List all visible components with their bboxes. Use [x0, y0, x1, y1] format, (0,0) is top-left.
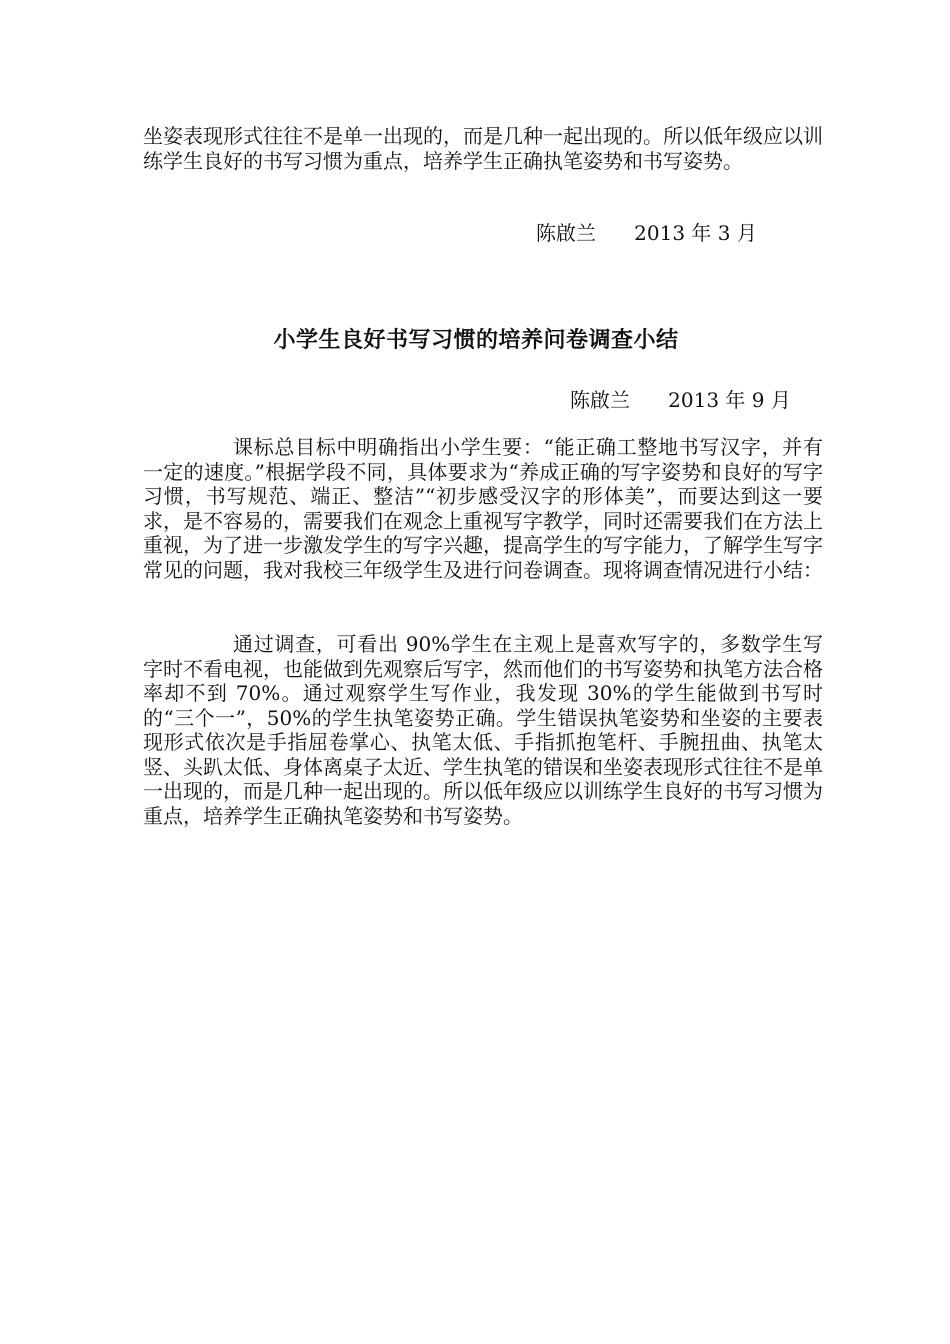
prev-section-paragraph: 坐姿表现形式往往不是单一出现的，而是几种一起出现的。所以低年级应以训练学生良好的书写习惯为重点，培养学生正确执笔姿势和书写姿势。 — [143, 124, 823, 173]
report-signature-date: 2013 年 9 月 — [668, 388, 791, 412]
report-paragraph-2: 通过调查，可看出 90%学生在主观上是喜欢写字的，多数学生写字时不看电视，也能做到先观察后写字，然而他们的书写姿势和执笔方法合格率却不到 70%。通过观察学生写作业，我发现 30%的学生能做到书写时的“三个一”，50%的学生执笔姿势正确。学生错误执笔姿势和坐姿的主要表现形式依次是手指屈卷掌心、执笔太低、手指抓抱笔杆、手腕扭曲、执笔太竖、头趴太低、身体离桌子太近、学生执笔的错误和坐姿表现形式往往不是单一出现的，而是几种一起出现的。所以低年级应以训练学生良好的书写习惯为重点，培养学生正确执笔姿势和书写姿势。 — [143, 632, 823, 828]
report-signature-name: 陈啟兰 — [570, 388, 630, 412]
prev-section-signature — [536, 221, 757, 245]
prev-signature-date: 2013 年 3 月 — [634, 221, 757, 245]
prev-signature-name: 陈啟兰 — [536, 221, 596, 245]
report-signature — [570, 388, 791, 412]
report-title: 小学生良好书写习惯的培养问卷调查小结 — [273, 328, 679, 353]
report-paragraph-1: 课标总目标中明确指出小学生要：“能正确工整地书写汉字，并有一定的速度。”根据学段不同，具体要求为“养成正确的写字姿势和良好的写字习惯，书写规范、端正、整洁”“初步感受汉字的形体美”，而要达到这一要求，是不容易的，需要我们在观念上重视写字教学，同时还需要我们在方法上重视，为了进一步激发学生的写字兴趣，提高学生的写字能力，了解学生写字常见的问题，我对我校三年级学生及进行问卷调查。现将调查情况进行小结： — [143, 435, 823, 582]
